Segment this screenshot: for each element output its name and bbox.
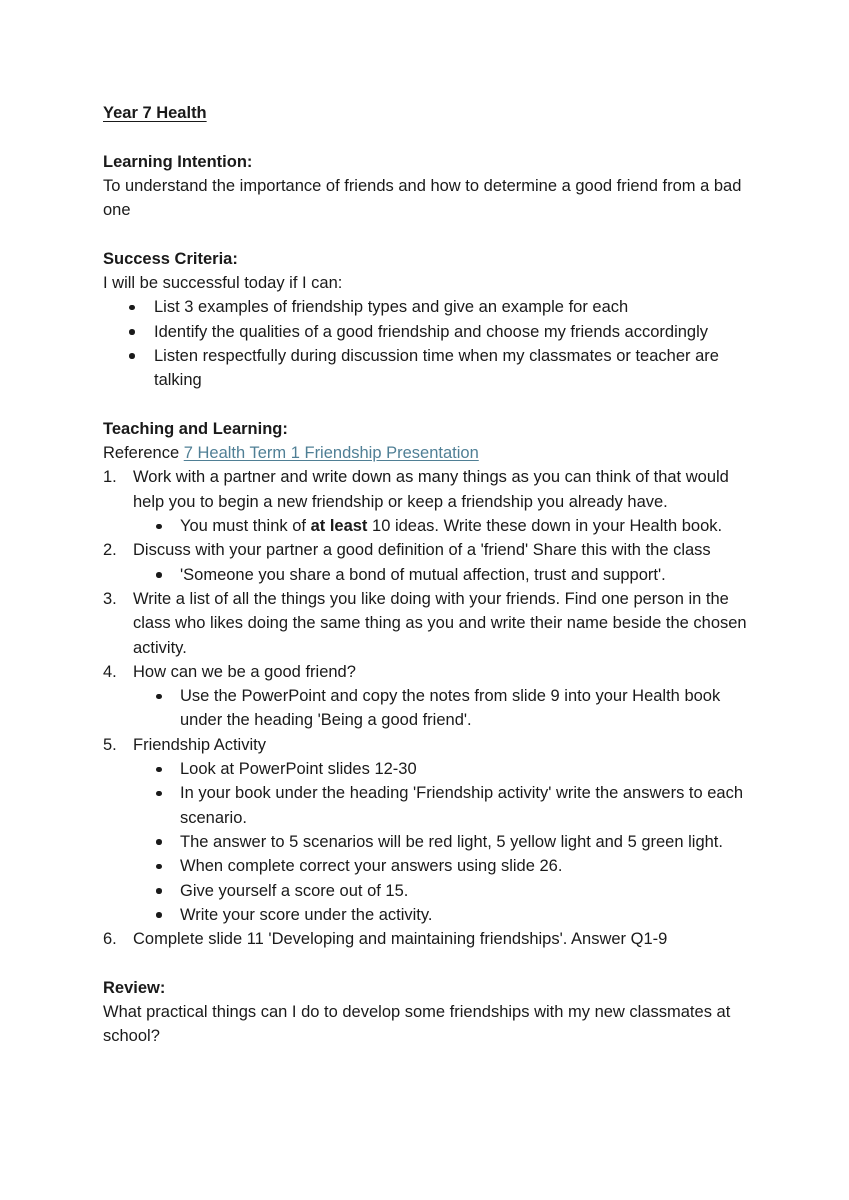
success-criteria-heading: Success Criteria: — [103, 249, 238, 268]
success-criteria-section — [103, 247, 753, 393]
step-item-3 — [103, 587, 753, 660]
step-number: 4. — [103, 662, 117, 681]
step-item-6 — [103, 927, 753, 951]
learning-intention-section — [103, 150, 753, 223]
step-text: Complete slide 11 'Developing and maintaining friendships'. Answer Q1-9 — [133, 930, 668, 949]
step-sublist — [133, 514, 753, 538]
review-text: What practical things can I do to develop some friendships with my new classmates at school? — [103, 1002, 731, 1046]
success-criteria-intro: I will be successful today if I can: — [103, 274, 343, 293]
steps-list — [103, 465, 753, 951]
page-title: Year 7 Health — [103, 104, 207, 122]
list-item: Give yourself a score out of 15. — [133, 879, 753, 903]
step-sublist — [133, 757, 753, 927]
step-text: Friendship Activity — [133, 735, 266, 754]
list-item: Use the PowerPoint and copy the notes from slide 9 into your Health book under the heading 'Being a good friend'. — [133, 684, 753, 733]
list-item: Identify the qualities of a good friendship and choose my friends accordingly — [103, 320, 753, 344]
learning-intention-text: To understand the importance of friends and how to determine a good friend from a bad one — [103, 176, 742, 220]
review-section — [103, 976, 753, 1049]
teaching-learning-section — [103, 417, 753, 952]
step-text: How can we be a good friend? — [133, 662, 356, 681]
presentation-link[interactable]: 7 Health Term 1 Friendship Presentation — [183, 444, 479, 463]
sub-text-emphasis: at least — [310, 517, 368, 536]
success-criteria-list — [103, 295, 753, 392]
step-number: 5. — [103, 735, 117, 754]
step-number: 3. — [103, 589, 117, 608]
spacer — [103, 393, 753, 417]
list-item: Listen respectfully during discussion time when my classmates or teacher are talking — [103, 344, 753, 393]
step-text: Discuss with your partner a good definition of a 'friend' Share this with the class — [133, 541, 711, 560]
step-item-4 — [103, 660, 753, 733]
list-item: List 3 examples of friendship types and give an example for each — [103, 295, 753, 319]
step-number: 1. — [103, 468, 117, 487]
list-item: Look at PowerPoint slides 12-30 — [133, 757, 753, 781]
list-item: When complete correct your answers using slide 26. — [133, 854, 753, 878]
list-item: In your book under the heading 'Friendship activity' write the answers to each scenario. — [133, 781, 753, 830]
step-sublist — [133, 684, 753, 733]
list-item: Write your score under the activity. — [133, 903, 753, 927]
list-item: 'Someone you share a bond of mutual affection, trust and support'. — [133, 563, 753, 587]
list-item: The answer to 5 scenarios will be red light, 5 yellow light and 5 green light. — [133, 830, 753, 854]
step-text: Write a list of all the things you like doing with your friends. Find one person in the class who likes doing the same thing as you and write their name beside the chosen activity. — [133, 589, 747, 657]
step-text: Work with a partner and write down as many things as you can think of that would help you to begin a new friendship or keep a friendship you already have. — [133, 468, 729, 511]
document-page — [103, 101, 753, 1049]
spacer — [103, 951, 753, 975]
step-sublist — [133, 563, 753, 587]
learning-intention-heading: Learning Intention: — [103, 152, 253, 171]
step-item-5 — [103, 733, 753, 927]
step-number: 2. — [103, 541, 117, 560]
review-heading: Review: — [103, 978, 166, 997]
spacer — [103, 125, 753, 149]
reference-label: Reference — [103, 444, 180, 463]
step-item-2 — [103, 538, 753, 587]
teaching-learning-heading: Teaching and Learning: — [103, 419, 288, 438]
reference-line — [103, 441, 753, 465]
list-item — [133, 514, 753, 538]
spacer — [103, 222, 753, 246]
step-item-1 — [103, 465, 753, 538]
sub-text-prefix: You must think of — [180, 517, 306, 536]
step-number: 6. — [103, 930, 117, 949]
sub-text-suffix: 10 ideas. Write these down in your Health book. — [372, 517, 723, 536]
